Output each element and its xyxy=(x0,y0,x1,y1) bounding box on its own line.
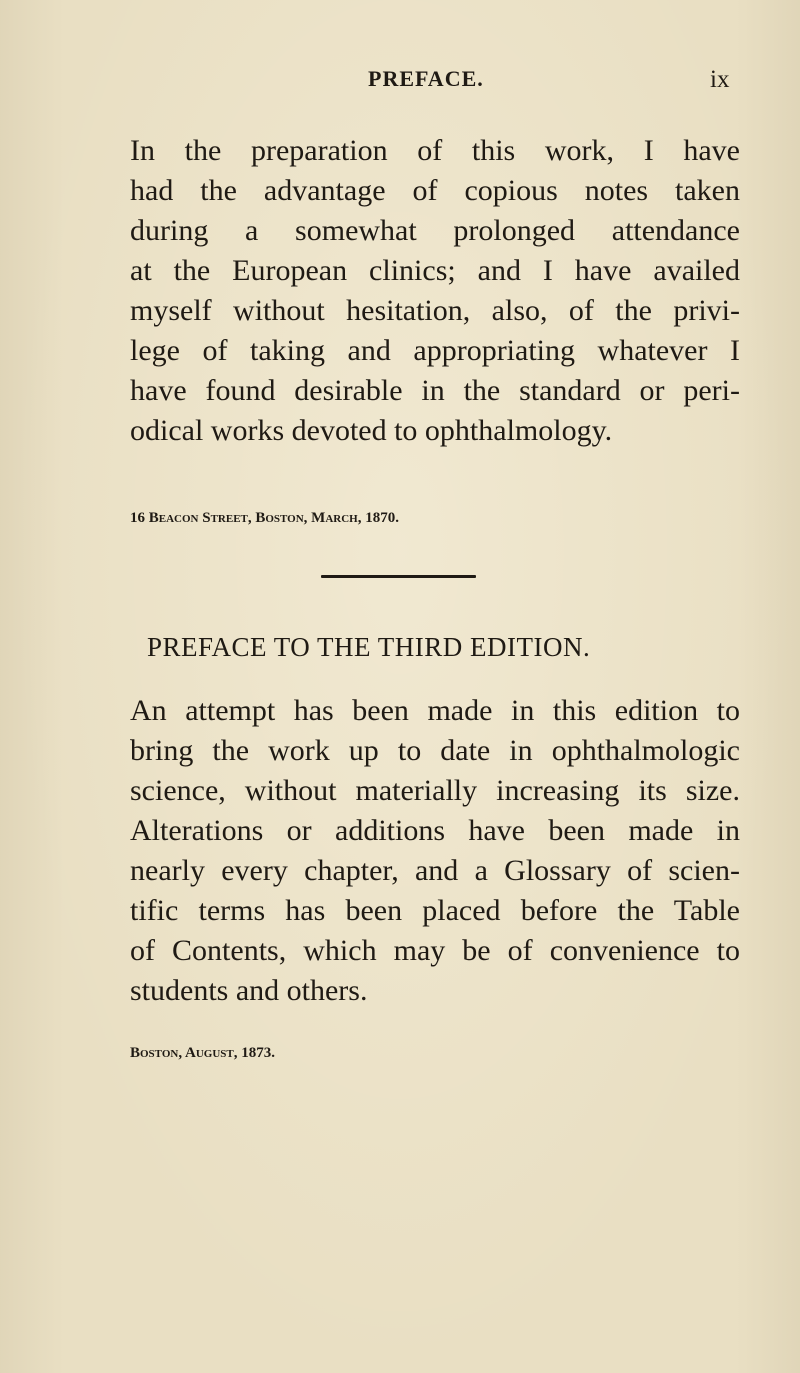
third-edition-signature: Boston, August, 1873. xyxy=(130,1045,275,1061)
paragraph-line: had the advantage of copious notes taken xyxy=(130,174,740,207)
page-number: ix xyxy=(710,66,730,93)
third-edition-paragraph xyxy=(130,691,740,1011)
paragraph-line: have found desirable in the standard or peri- xyxy=(130,374,740,407)
paragraph-line: myself without hesitation, also, of the privi- xyxy=(130,294,740,327)
paragraph-line: nearly every chapter, and a Glossary of scien- xyxy=(130,854,740,887)
paragraph-line: at the European clinics; and I have availed xyxy=(130,254,740,287)
paragraph-line: lege of taking and appropriating whatever I xyxy=(130,334,740,367)
paragraph-line: bring the work up to date in ophthalmologic xyxy=(130,734,740,767)
section-divider xyxy=(321,575,476,578)
paragraph-line: students and others. xyxy=(130,974,368,1007)
first-preface-paragraph xyxy=(130,131,740,451)
first-preface-signature: 16 Beacon Street, Boston, March, 1870. xyxy=(130,510,399,526)
running-head xyxy=(0,66,800,96)
paragraph-line: In the preparation of this work, I have xyxy=(130,134,740,167)
paragraph-line: tific terms has been placed before the Table xyxy=(130,894,740,927)
paragraph-line: odical works devoted to ophthalmology. xyxy=(130,414,613,447)
third-edition-heading: PREFACE TO THE THIRD EDITION. xyxy=(147,632,591,662)
paragraph-line: An attempt has been made in this edition to xyxy=(130,694,740,727)
paragraph-line: during a somewhat prolonged attendance xyxy=(130,214,740,247)
paragraph-line: of Contents, which may be of convenience to xyxy=(130,934,740,967)
paragraph-line: Alterations or additions have been made in xyxy=(130,814,740,847)
running-title: PREFACE. xyxy=(368,66,484,91)
paragraph-line: science, without materially increasing its size. xyxy=(130,774,740,807)
